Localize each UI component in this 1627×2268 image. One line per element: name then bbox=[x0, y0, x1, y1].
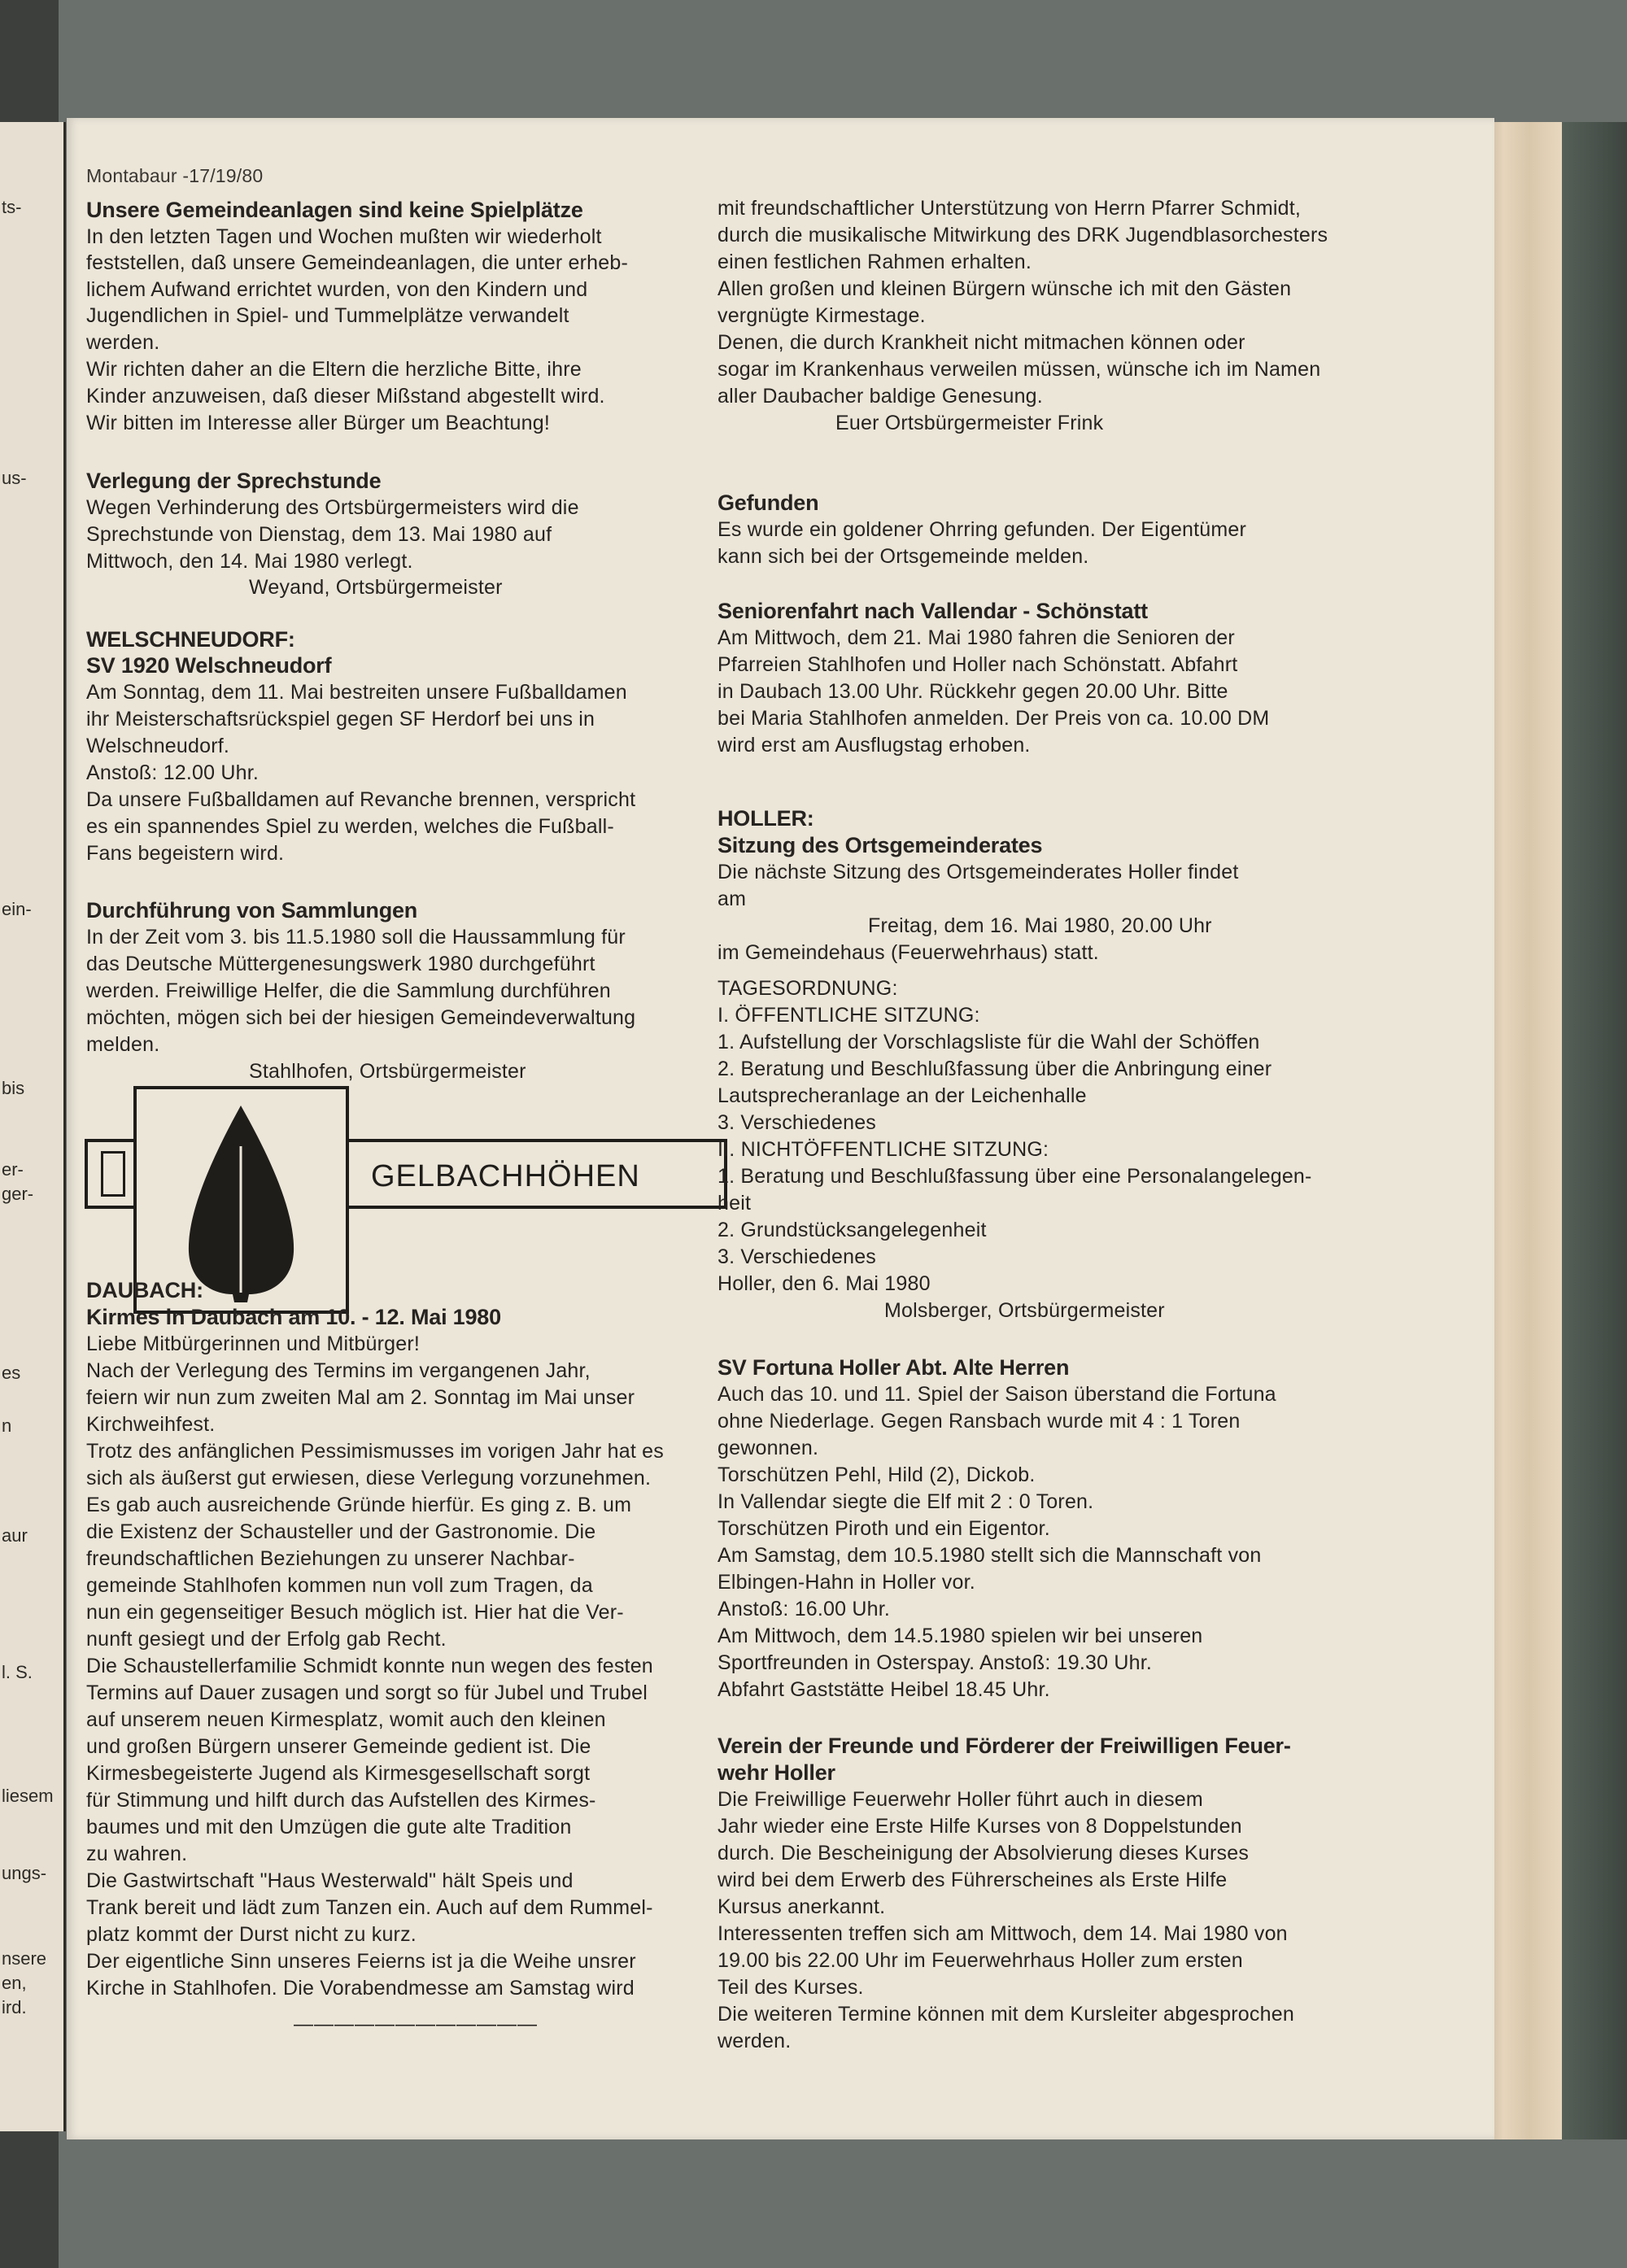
text-line: gemeinde Stahlhofen kommen nun voll zum Tragen, da bbox=[86, 1574, 593, 1597]
article-title: Kirmes in Daubach am 10. - 12. Mai 1980 bbox=[86, 1305, 501, 1329]
prev-page-fragment: ungs- bbox=[2, 1863, 47, 1883]
text-line: Holler, den 6. Mai 1980 bbox=[718, 1272, 931, 1295]
text-line: Denen, die durch Krankheit nicht mitmachen können oder bbox=[718, 331, 1245, 354]
text-line: TAGESORDNUNG: bbox=[718, 977, 898, 1000]
previous-page-edge bbox=[0, 122, 66, 2131]
text-line: werden. bbox=[86, 331, 160, 354]
text-line: I. ÖFFENTLICHE SITZUNG: bbox=[718, 1004, 980, 1027]
signature: Weyand, Ortsbürgermeister bbox=[249, 576, 503, 599]
text-line: Die Gastwirtschaft "Haus Westerwald" hält Speis und bbox=[86, 1869, 574, 1892]
text-line: Trank bereit und lädt zum Tanzen ein. Auch auf dem Rummel- bbox=[86, 1896, 653, 1919]
text-line: II. NICHTÖFFENTLICHE SITZUNG: bbox=[718, 1138, 1049, 1161]
text-line: am bbox=[718, 888, 747, 910]
text-line: für Stimmung und hilft durch das Aufstellen des Kirmes- bbox=[86, 1789, 596, 1812]
text-line: Allen großen und kleinen Bürgern wünsche ich mit den Gästen bbox=[718, 277, 1292, 300]
text-line: 2. Grundstücksangelegenheit bbox=[718, 1219, 987, 1241]
meeting-date: Freitag, dem 16. Mai 1980, 20.00 Uhr bbox=[868, 914, 1212, 937]
place-heading: DAUBACH: bbox=[86, 1278, 203, 1302]
text-line: In der Zeit vom 3. bis 11.5.1980 soll die Haussammlung für bbox=[86, 926, 626, 949]
text-line: 3. Verschiedenes bbox=[718, 1111, 876, 1134]
text-line: in Daubach 13.00 Uhr. Rückkehr gegen 20.00 Uhr. Bitte bbox=[718, 680, 1228, 703]
text-line: die Existenz der Schausteller und der Gastronomie. Die bbox=[86, 1520, 596, 1543]
prev-page-fragment: en, bbox=[2, 1973, 27, 1993]
text-line: wird erst am Ausflugstag erhoben. bbox=[718, 734, 1031, 757]
text-line: möchten, mögen sich bei der hiesigen Gemeindeverwaltung bbox=[86, 1006, 636, 1029]
text-line: Am Mittwoch, dem 21. Mai 1980 fahren die Senioren der bbox=[718, 626, 1235, 649]
text-line: es ein spannendes Spiel zu werden, welches die Fußball- bbox=[86, 815, 614, 838]
text-line: Abfahrt Gaststätte Heibel 18.45 Uhr. bbox=[718, 1678, 1050, 1701]
place-heading: WELSCHNEUDORF: bbox=[86, 627, 295, 652]
text-line: Kirmesbegeisterte Jugend als Kirmesgesellschaft sorgt bbox=[86, 1762, 591, 1785]
place-heading: HOLLER: bbox=[718, 806, 814, 831]
text-line: ihr Meisterschaftsrückspiel gegen SF Herdorf bei uns in bbox=[86, 708, 595, 731]
logo-small-box bbox=[101, 1151, 125, 1197]
text-line: 2. Beratung und Beschlußfassung über die Anbringung einer bbox=[718, 1058, 1272, 1080]
prev-page-fragment: aur bbox=[2, 1525, 28, 1546]
text-line: das Deutsche Müttergenesungswerk 1980 durchgeführt bbox=[86, 953, 595, 975]
signature: Euer Ortsbürgermeister Frink bbox=[835, 412, 1104, 434]
prev-page-fragment: ird. bbox=[2, 1997, 27, 2017]
text-line: lichem Aufwand errichtet wurden, von den Kindern und bbox=[86, 278, 588, 301]
text-line: Kursus anerkannt. bbox=[718, 1895, 886, 1918]
article-title: Verlegung der Sprechstunde bbox=[86, 469, 382, 493]
text-line: Kirchweihfest. bbox=[86, 1413, 216, 1436]
text-line: auf unserem neuen Kirmesplatz, womit auch den kleinen bbox=[86, 1708, 606, 1731]
text-line: feiern wir nun zum zweiten Mal am 2. Sonntag im Mai unser bbox=[86, 1386, 635, 1409]
text-line: 1. Beratung und Beschlußfassung über eine Personalangelegen- bbox=[718, 1165, 1312, 1188]
prev-page-fragment: us- bbox=[2, 468, 27, 488]
text-line: durch die musikalische Mitwirkung des DRK Jugendblasorchesters bbox=[718, 224, 1328, 246]
text-line: Auch das 10. und 11. Spiel der Saison überstand die Fortuna bbox=[718, 1383, 1276, 1406]
newspaper-page bbox=[67, 118, 1494, 2139]
text-line: 19.00 bis 22.00 Uhr im Feuerwehrhaus Holler zum ersten bbox=[718, 1949, 1243, 1972]
article-title: Seniorenfahrt nach Vallendar - Schönstatt bbox=[718, 599, 1148, 623]
prev-page-fragment: liesem bbox=[2, 1786, 54, 1806]
text-line: Elbingen-Hahn in Holler vor. bbox=[718, 1571, 975, 1594]
text-line: werden. Freiwillige Helfer, die die Sammlung durchführen bbox=[86, 979, 611, 1002]
text-line: einen festlichen Rahmen erhalten. bbox=[718, 251, 1032, 273]
text-line: Die Freiwillige Feuerwehr Holler führt auch in diesem bbox=[718, 1788, 1203, 1811]
section-divider: ———————————— bbox=[294, 2013, 538, 2035]
text-line: Mittwoch, den 14. Mai 1980 verlegt. bbox=[86, 550, 413, 573]
text-line: Da unsere Fußballdamen auf Revanche brennen, verspricht bbox=[86, 788, 636, 811]
text-line: Die nächste Sitzung des Ortsgemeinderates Holler findet bbox=[718, 861, 1239, 883]
text-line: Jugendlichen in Spiel- und Tummelplätze verwandelt bbox=[86, 304, 569, 327]
text-line: Kirche in Stahlhofen. Die Vorabendmesse am Samstag wird bbox=[86, 1977, 635, 2000]
text-line: vergnügte Kirmestage. bbox=[718, 304, 926, 327]
text-line: Nach der Verlegung des Termins im vergangenen Jahr, bbox=[86, 1359, 591, 1382]
article-title: Sitzung des Ortsgemeinderates bbox=[718, 833, 1043, 857]
text-line: Die weiteren Termine können mit dem Kursleiter abgesprochen bbox=[718, 2003, 1294, 2026]
text-line: melden. bbox=[86, 1033, 160, 1056]
prev-page-fragment: l. S. bbox=[2, 1662, 33, 1682]
text-line: aller Daubacher baldige Genesung. bbox=[718, 385, 1043, 408]
text-line: durch. Die Bescheinigung der Absolvierung dieses Kurses bbox=[718, 1842, 1250, 1865]
text-line: Anstoß: 16.00 Uhr. bbox=[718, 1598, 891, 1620]
text-line: sogar im Krankenhaus verweilen müssen, wünsche ich im Namen bbox=[718, 358, 1321, 381]
text-line: Pfarreien Stahlhofen und Holler nach Schönstatt. Abfahrt bbox=[718, 653, 1238, 676]
logo-title: GELBACHHÖHEN bbox=[371, 1159, 640, 1193]
text-line: Teil des Kurses. bbox=[718, 1976, 864, 1999]
prev-page-fragment: ts- bbox=[2, 197, 22, 217]
text-line: Anstoß: 12.00 Uhr. bbox=[86, 761, 260, 784]
text-line: Der eigentliche Sinn unseres Feierns ist ja die Weihe unsrer bbox=[86, 1950, 636, 1973]
article-title: Durchführung von Sammlungen bbox=[86, 898, 418, 922]
text-line: freundschaftlichen Beziehungen zu unserer Nachbar- bbox=[86, 1547, 575, 1570]
text-line: bei Maria Stahlhofen anmelden. Der Preis von ca. 10.00 DM bbox=[718, 707, 1270, 730]
text-line: Am Samstag, dem 10.5.1980 stellt sich die Mannschaft von bbox=[718, 1544, 1262, 1567]
text-line: platz kommt der Durst nicht zu kurz. bbox=[86, 1923, 417, 1946]
text-line: Sprechstunde von Dienstag, dem 13. Mai 1980 auf bbox=[86, 523, 552, 546]
text-line: Wir bitten im Interesse aller Bürger um Beachtung! bbox=[86, 412, 550, 434]
text-line: Trotz des anfänglichen Pessimismusses im vorigen Jahr hat es bbox=[86, 1440, 664, 1463]
text-line: Kinder anzuweisen, daß dieser Mißstand abgestellt wird. bbox=[86, 385, 605, 408]
text-line: wird bei dem Erwerb des Führerscheines als Erste Hilfe bbox=[718, 1869, 1228, 1891]
text-line: Sportfreunden in Osterspay. Anstoß: 19.30 Uhr. bbox=[718, 1651, 1153, 1674]
text-line: kann sich bei der Ortsgemeinde melden. bbox=[718, 545, 1089, 568]
text-line: Fans begeistern wird. bbox=[86, 842, 285, 865]
prev-page-fragment: er- bbox=[2, 1159, 24, 1180]
text-line: Am Sonntag, dem 11. Mai bestreiten unsere Fußballdamen bbox=[86, 681, 627, 704]
text-line: mit freundschaftlicher Unterstützung von Herrn Pfarrer Schmidt, bbox=[718, 197, 1302, 220]
text-line: Es gab auch ausreichende Gründe hierfür. Es ging z. B. um bbox=[86, 1494, 632, 1516]
text-line: In Vallendar siegte die Elf mit 2 : 0 Toren. bbox=[718, 1490, 1094, 1513]
text-line: baumes und mit den Umzügen die gute alte Tradition bbox=[86, 1816, 572, 1838]
text-line: Die Schaustellerfamilie Schmidt konnte nun wegen des festen bbox=[86, 1655, 653, 1677]
article-title: SV Fortuna Holler Abt. Alte Herren bbox=[718, 1355, 1070, 1380]
article-title: Gefunden bbox=[718, 491, 819, 515]
text-line: Torschützen Pehl, Hild (2), Dickob. bbox=[718, 1463, 1036, 1486]
text-line: feststellen, daß unsere Gemeindeanlagen, die unter erheb- bbox=[86, 251, 628, 274]
page-reference: Montabaur -17/19/80 bbox=[86, 165, 264, 186]
article-title: Unsere Gemeindeanlagen sind keine Spielplätze bbox=[86, 198, 583, 222]
text-line: Liebe Mitbürgerinnen und Mitbürger! bbox=[86, 1332, 421, 1355]
text-line: Termins auf Dauer zusagen und sorgt so für Jubel und Trubel bbox=[86, 1681, 648, 1704]
text-line: heit bbox=[718, 1192, 752, 1215]
prev-page-fragment: es bbox=[2, 1363, 21, 1383]
book-cover-edge bbox=[1562, 122, 1627, 2139]
text-line: Lautsprecheranlage an der Leichenhalle bbox=[718, 1084, 1087, 1107]
text-line: und großen Bürgern unserer Gemeinde gedient ist. Die bbox=[86, 1735, 591, 1758]
text-line: Interessenten treffen sich am Mittwoch, dem 14. Mai 1980 von bbox=[718, 1922, 1288, 1945]
text-line: In den letzten Tagen und Wochen mußten wir wiederholt bbox=[86, 225, 602, 248]
prev-page-fragment: ein- bbox=[2, 899, 32, 919]
signature: Molsberger, Ortsbürgermeister bbox=[884, 1299, 1165, 1322]
text-line: 1. Aufstellung der Vorschlagsliste für die Wahl der Schöffen bbox=[718, 1031, 1260, 1053]
text-line: nunft gesiegt und der Erfolg gab Recht. bbox=[86, 1628, 447, 1651]
text-line: gewonnen. bbox=[718, 1437, 819, 1459]
article-title: Verein der Freunde und Förderer der Freiwilligen Feuer- bbox=[718, 1734, 1291, 1758]
text-line: Torschützen Piroth und ein Eigentor. bbox=[718, 1517, 1050, 1540]
text-line: ohne Niederlage. Gegen Ransbach wurde mit 4 : 1 Toren bbox=[718, 1410, 1241, 1433]
text-line: Wegen Verhinderung des Ortsbürgermeisters wird die bbox=[86, 496, 579, 519]
text-line: zu wahren. bbox=[86, 1843, 188, 1865]
text-line: Am Mittwoch, dem 14.5.1980 spielen wir bei unseren bbox=[718, 1625, 1203, 1647]
article-title-continued: wehr Holler bbox=[718, 1760, 835, 1785]
signature: Stahlhofen, Ortsbürgermeister bbox=[249, 1060, 526, 1083]
text-line: 3. Verschiedenes bbox=[718, 1245, 876, 1268]
text-line: Jahr wieder eine Erste Hilfe Kurses von 8 Doppelstunden bbox=[718, 1815, 1242, 1838]
text-line: nun ein gegenseitiger Besuch möglich ist. Hier hat die Ver- bbox=[86, 1601, 624, 1624]
text-line: im Gemeindehaus (Feuerwehrhaus) statt. bbox=[718, 941, 1099, 964]
article-title: SV 1920 Welschneudorf bbox=[86, 653, 332, 678]
prev-page-fragment: n bbox=[2, 1415, 12, 1436]
prev-page-fragment: ger- bbox=[2, 1184, 34, 1204]
text-line: Es wurde ein goldener Ohrring gefunden. Der Eigentümer bbox=[718, 518, 1247, 541]
text-line: sich als äußerst gut erwiesen, diese Verlegung vorzunehmen. bbox=[86, 1467, 652, 1489]
text-line: Welschneudorf. bbox=[86, 735, 230, 757]
prev-page-fragment: nsere bbox=[2, 1948, 47, 1969]
prev-page-fragment: bis bbox=[2, 1078, 25, 1098]
text-line: Wir richten daher an die Eltern die herzliche Bitte, ihre bbox=[86, 358, 582, 381]
text-line: werden. bbox=[718, 2030, 792, 2052]
